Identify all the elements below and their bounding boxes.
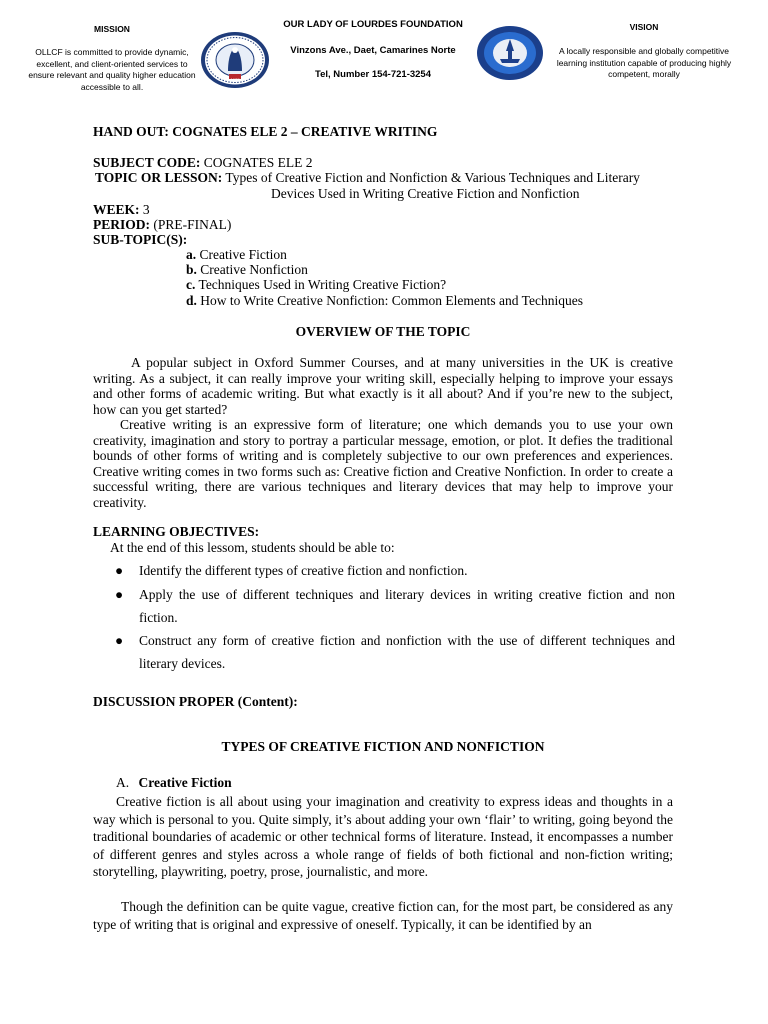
seal-year: 1977 xyxy=(230,77,240,82)
period-value: (PRE-FINAL) xyxy=(153,217,232,232)
overview-heading: OVERVIEW OF THE TOPIC xyxy=(295,324,471,339)
subtopic-letter: b. xyxy=(186,262,197,277)
period-label: PERIOD: xyxy=(93,217,150,232)
topic-line xyxy=(95,170,675,186)
mission-text: OLLCF is committed to provide dynamic, excellent, and client-oriented services to ensure relevant and quality higher education accessible to all. xyxy=(28,47,196,92)
subject-code-line xyxy=(93,155,673,171)
institution-phone: Tel, Number 154-721-3254 xyxy=(315,69,431,80)
topic-value-line2: Devices Used in Writing Creative Fiction and Nonfiction xyxy=(271,186,580,201)
overview-paragraph-1: A popular subject in Oxford Summer Courses, and at many universities in the UK is creative writing. As a subject, it can really improve your writing skill, especially helping to improve your essays and other forms of academic writing. But what exactly is it all about? And if you’re new to the subject, how can you get started? xyxy=(93,355,673,417)
handout-title: HAND OUT: COGNATES ELE 2 – CREATIVE WRITING xyxy=(93,124,438,139)
objectives-intro: At the end of this lessom, students should be able to: xyxy=(110,540,395,555)
section-a-heading xyxy=(116,775,616,791)
objective-item xyxy=(115,629,675,675)
subtopic-text: How to Write Creative Nonfiction: Common Elements and Techniques xyxy=(200,293,583,308)
topic-value-line1: Types of Creative Fiction and Nonfiction & Various Techniques and Literary xyxy=(225,170,640,185)
institution-name: OUR LADY OF LOURDES FOUNDATION xyxy=(283,19,463,30)
objective-text: Apply the use of different techniques and literary devices in writing creative fiction and non fiction. xyxy=(139,587,675,625)
subtopic-letter: d. xyxy=(186,293,197,308)
types-heading: TYPES OF CREATIVE FICTION AND NONFICTION xyxy=(221,739,545,754)
subtopic-letter: a. xyxy=(186,247,197,262)
section-a-paragraph-1: Creative fiction is all about using your imagination and creativity to express ideas and thoughts in a way which is personal to you. Quite simply, it’s about adding your own ‘flair’ to writing, going beyond the traditional boundaries of academic or other technical forms of literature. Instead, it encompasses a number of different genres and styles across a whole range of fields of both fictional and non-fiction writing; storytelling, playwriting, poetry, prose, journalistic, and more. xyxy=(93,794,673,879)
subtopic-text: Creative Fiction xyxy=(199,247,287,262)
overview-paragraph-2: Creative writing is an expressive form of literature; one which demands you to use your own creativity, imagination and story to portray a particular message, emotion, or plot. It defies the traditional bounds of other forms of writing and is completely subjective to our own preferences and experiences. Creative writing comes in two forms such as: Creative fiction and Creative Nonfiction. In order to create a successful writing, there are various techniques and literary devices that may help to improve your creativity. xyxy=(93,417,673,510)
bullet-icon: ● xyxy=(115,563,124,578)
subtopic-letter: c. xyxy=(186,277,196,292)
bullet-icon: ● xyxy=(115,587,124,602)
subject-code-label: SUBJECT CODE: xyxy=(93,155,201,170)
section-a-paragraph-2: Though the definition can be quite vague, creative fiction can, for the most part, be considered as any type of writing that is original and expressive of oneself. Typically, it can be identified by an xyxy=(93,899,673,932)
topic-label: TOPIC OR LESSON: xyxy=(95,170,223,185)
institution-address: Vinzons Ave., Daet, Camarines Norte xyxy=(290,45,456,56)
objective-item xyxy=(115,583,675,629)
subject-code-value: COGNATES ELE 2 xyxy=(203,155,313,170)
subtopic-item xyxy=(186,293,666,309)
discussion-heading: DISCUSSION PROPER (Content): xyxy=(93,694,298,709)
week-line xyxy=(93,202,393,218)
period-line xyxy=(93,217,393,233)
subtopic-text: Creative Nonfiction xyxy=(200,262,308,277)
subtopic-item xyxy=(186,247,666,263)
mission-label: MISSION xyxy=(94,24,130,34)
subtopic-item xyxy=(186,277,666,293)
subtopic-text: Techniques Used in Writing Creative Fiction? xyxy=(198,277,447,292)
objectives-heading: LEARNING OBJECTIVES: xyxy=(93,524,260,539)
section-a-title: Creative Fiction xyxy=(138,775,232,790)
week-label: WEEK: xyxy=(93,202,140,217)
school-seal-right-icon xyxy=(476,25,544,81)
objective-text: Construct any form of creative fiction and nonfiction with the use of different techniques and literary devices. xyxy=(139,633,675,671)
vision-label: VISION xyxy=(629,22,659,32)
objective-text: Identify the different types of creative fiction and nonfiction. xyxy=(139,563,468,578)
vision-text: A locally responsible and globally competitive learning institution capable of producing highly competent, morally xyxy=(556,46,732,79)
bullet-icon: ● xyxy=(115,633,124,648)
subtopic-item xyxy=(186,262,666,278)
objective-item xyxy=(115,559,675,582)
subtopics-label: SUB-TOPIC(S): xyxy=(93,232,188,247)
week-value: 3 xyxy=(142,202,150,217)
section-a-letter: A. xyxy=(116,775,130,790)
